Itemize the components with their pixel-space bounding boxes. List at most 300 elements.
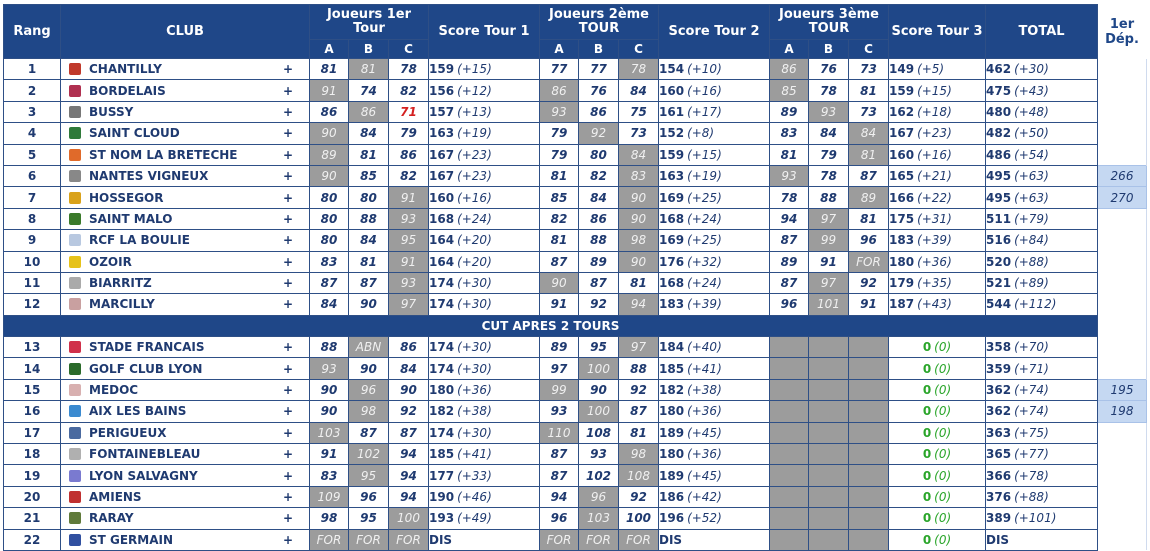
score-tour2 — [659, 379, 770, 400]
score-tour1 — [429, 272, 540, 293]
score-tour3-value: 183 — [889, 233, 915, 248]
total-delta: (+77) — [1014, 447, 1049, 462]
total-cell — [986, 101, 1098, 122]
score-tour3 — [889, 401, 986, 422]
score-tour2-value: 152 — [659, 126, 685, 141]
total-value: 462 — [986, 62, 1012, 77]
total-delta: (+48) — [1014, 104, 1049, 119]
total-delta: (+78) — [1014, 468, 1049, 483]
expand-plus-button[interactable]: + — [282, 490, 294, 504]
score-tour2-value: 186 — [659, 490, 685, 504]
total-cell — [986, 486, 1098, 507]
score-tour2-delta: (+32) — [687, 254, 722, 269]
total-value: 520 — [986, 254, 1012, 269]
score-tour1 — [429, 294, 540, 315]
player-score-t1-a: 87 — [310, 272, 349, 293]
club-logo-icon — [69, 384, 81, 396]
score-tour1-value: 164 — [429, 254, 455, 269]
player-score-t2-b: 108 — [579, 422, 619, 443]
score-tour1 — [429, 529, 540, 550]
table-row[interactable] — [4, 358, 1147, 379]
table-row[interactable] — [4, 80, 1147, 101]
first-departure-cell — [1098, 123, 1147, 144]
leaderboard-body — [4, 59, 1147, 551]
header-t1-b: B — [349, 40, 389, 59]
empty-player-cell — [809, 337, 849, 358]
player-score-t1-c: 94 — [389, 444, 429, 465]
player-score-t3-b: 97 — [809, 272, 849, 293]
player-score-t3-a: 85 — [770, 80, 809, 101]
score-tour1-delta: (+36) — [457, 383, 492, 398]
player-score-t3-a: 89 — [770, 251, 809, 272]
header-score-tour3: Score Tour 3 — [889, 5, 986, 59]
total-cell — [986, 251, 1098, 272]
total-delta: (+89) — [1014, 276, 1049, 291]
club-logo-icon — [69, 448, 81, 460]
rank-cell: 14 — [4, 358, 61, 379]
table-row[interactable] — [4, 208, 1147, 229]
score-tour3 — [889, 529, 986, 550]
player-score-t1-c: 78 — [389, 59, 429, 80]
player-score-t2-a: 77 — [540, 59, 579, 80]
rank-cell: 6 — [4, 165, 61, 186]
table-row[interactable] — [4, 294, 1147, 315]
expand-plus-button[interactable]: + — [282, 62, 294, 77]
empty-player-cell — [849, 529, 889, 550]
score-tour3-delta: (+16) — [917, 147, 952, 162]
rank-cell: 13 — [4, 337, 61, 358]
player-score-t2-b: 100 — [579, 401, 619, 422]
empty-player-cell — [849, 444, 889, 465]
score-tour1-delta: (+30) — [457, 297, 492, 312]
total-cell — [986, 294, 1098, 315]
player-score-t3-b: 84 — [809, 123, 849, 144]
header-t1-c: C — [389, 40, 429, 59]
player-score-t1-a: 90 — [310, 401, 349, 422]
total-value: 511 — [986, 211, 1012, 226]
club-name: BIARRITZ — [89, 276, 152, 291]
club-cell — [61, 508, 310, 529]
score-tour2-value: 160 — [659, 83, 685, 98]
expand-plus-button[interactable]: + — [282, 147, 294, 162]
expand-plus-button[interactable]: + — [282, 211, 294, 226]
table-row[interactable] — [4, 123, 1147, 144]
total-value: 495 — [986, 169, 1012, 184]
player-score-t2-a: 87 — [540, 251, 579, 272]
club-logo-icon — [69, 470, 81, 482]
score-tour3-delta: (+15) — [917, 83, 952, 98]
player-score-t2-a: 99 — [540, 379, 579, 400]
score-tour2-value: 196 — [659, 511, 685, 526]
player-score-t2-c: 88 — [619, 358, 659, 379]
score-tour3-value: 0 — [922, 468, 932, 483]
table-row[interactable] — [4, 187, 1147, 208]
player-score-t2-a: 93 — [540, 401, 579, 422]
table-row[interactable] — [4, 401, 1147, 422]
total-value: 480 — [986, 104, 1012, 119]
rank-cell: 17 — [4, 422, 61, 443]
score-tour2 — [659, 337, 770, 358]
score-tour1-value: 193 — [429, 511, 455, 526]
player-score-t2-a: 85 — [540, 187, 579, 208]
expand-plus-button[interactable]: + — [282, 276, 294, 291]
score-tour3-delta: (+5) — [917, 62, 945, 77]
score-tour2-value: 180 — [659, 404, 685, 419]
club-cell — [61, 358, 310, 379]
score-tour2-value: 154 — [659, 62, 685, 77]
player-score-t3-c: 96 — [849, 230, 889, 251]
player-score-t1-c: 86 — [389, 337, 429, 358]
player-score-t1-a: 109 — [310, 486, 349, 507]
score-tour1-value: 156 — [429, 83, 455, 98]
player-score-t1-a: 103 — [310, 422, 349, 443]
rank-cell: 8 — [4, 208, 61, 229]
player-score-t2-c: 90 — [619, 187, 659, 208]
table-row[interactable] — [4, 465, 1147, 486]
total-value: 363 — [986, 425, 1012, 440]
score-tour2 — [659, 80, 770, 101]
score-tour2-value: 189 — [659, 425, 685, 440]
score-tour1-delta: (+30) — [457, 276, 492, 291]
club-cell — [61, 401, 310, 422]
club-cell — [61, 294, 310, 315]
player-score-t2-a: 81 — [540, 165, 579, 186]
player-score-t2-a: 81 — [540, 230, 579, 251]
cut-label: CUT APRES 2 TOURS — [4, 315, 1098, 336]
player-score-t2-c: 84 — [619, 144, 659, 165]
player-score-t1-b: 74 — [349, 80, 389, 101]
expand-plus-button[interactable]: + — [282, 447, 294, 462]
total-cell — [986, 187, 1098, 208]
score-tour1-value: 174 — [429, 340, 455, 355]
club-logo-icon — [69, 234, 81, 246]
club-name: OZOIR — [89, 254, 132, 269]
player-score-t1-c: 100 — [389, 508, 429, 529]
player-score-t3-b: 101 — [809, 294, 849, 315]
player-score-t1-c: FOR — [389, 529, 429, 550]
expand-plus-button[interactable]: + — [282, 297, 294, 312]
score-tour1 — [429, 144, 540, 165]
rank-cell: 15 — [4, 379, 61, 400]
club-cell — [61, 379, 310, 400]
first-departure-cell — [1098, 230, 1147, 251]
table-row[interactable] — [4, 486, 1147, 507]
club-cell — [61, 337, 310, 358]
total-delta: (+88) — [1014, 254, 1049, 269]
table-row[interactable] — [4, 444, 1147, 465]
score-tour2-value: 159 — [659, 147, 685, 162]
score-tour3 — [889, 165, 986, 186]
player-score-t2-b: 103 — [579, 508, 619, 529]
total-delta: (+63) — [1014, 169, 1049, 184]
score-tour1-delta: (+19) — [457, 126, 492, 141]
player-score-t1-b: 86 — [349, 101, 389, 122]
table-row[interactable] — [4, 529, 1147, 550]
table-row[interactable] — [4, 422, 1147, 443]
player-score-t2-b: 82 — [579, 165, 619, 186]
expand-plus-button[interactable]: + — [282, 254, 294, 269]
player-score-t2-b: 92 — [579, 123, 619, 144]
score-tour1-value: 190 — [429, 490, 455, 504]
score-tour1 — [429, 251, 540, 272]
player-score-t2-a: 89 — [540, 337, 579, 358]
score-tour2-delta: (+17) — [687, 104, 722, 119]
score-tour1 — [429, 358, 540, 379]
player-score-t1-b: 90 — [349, 294, 389, 315]
player-score-t2-c: 83 — [619, 165, 659, 186]
total-value: DIS — [986, 532, 1010, 547]
player-score-t3-b: 99 — [809, 230, 849, 251]
player-score-t1-a: 88 — [310, 337, 349, 358]
player-score-t1-a: 93 — [310, 358, 349, 379]
score-tour2-delta: (+16) — [687, 83, 722, 98]
player-score-t1-c: 84 — [389, 358, 429, 379]
score-tour3 — [889, 230, 986, 251]
table-row[interactable] — [4, 508, 1147, 529]
expand-plus-button[interactable]: + — [282, 383, 294, 398]
header-total: TOTAL — [986, 5, 1098, 59]
player-score-t2-b: 90 — [579, 379, 619, 400]
first-departure-cell — [1098, 508, 1147, 529]
header-club: CLUB — [61, 5, 310, 59]
first-departure-cell — [1098, 272, 1147, 293]
empty-player-cell — [770, 465, 809, 486]
first-departure-cell: 266 — [1098, 165, 1147, 186]
empty-player-cell — [849, 358, 889, 379]
player-score-t3-a: 94 — [770, 208, 809, 229]
player-score-t3-c: 73 — [849, 101, 889, 122]
rank-cell: 21 — [4, 508, 61, 529]
rank-cell: 7 — [4, 187, 61, 208]
table-row[interactable] — [4, 144, 1147, 165]
player-score-t3-a: 83 — [770, 123, 809, 144]
total-delta: (+70) — [1014, 340, 1049, 355]
total-delta: (+84) — [1014, 233, 1049, 248]
header-t3-b: B — [809, 40, 849, 59]
club-name: PERIGUEUX — [89, 425, 167, 440]
expand-plus-button[interactable]: + — [282, 104, 294, 119]
club-logo-icon — [69, 149, 81, 161]
first-departure-cell — [1098, 294, 1147, 315]
player-score-t1-a: 83 — [310, 251, 349, 272]
score-tour3 — [889, 208, 986, 229]
score-tour1 — [429, 379, 540, 400]
player-score-t1-a: 89 — [310, 144, 349, 165]
expand-plus-button[interactable]: + — [282, 361, 294, 376]
score-tour3-delta: (0) — [934, 383, 952, 398]
club-cell — [61, 123, 310, 144]
player-score-t1-c: 93 — [389, 208, 429, 229]
player-score-t2-b: 86 — [579, 208, 619, 229]
player-score-t1-b: 88 — [349, 208, 389, 229]
score-tour3-delta: (0) — [934, 511, 952, 526]
player-score-t1-a: 98 — [310, 508, 349, 529]
score-tour2-delta: (+52) — [687, 511, 722, 526]
table-row[interactable] — [4, 101, 1147, 122]
club-cell — [61, 486, 310, 507]
table-row[interactable] — [4, 272, 1147, 293]
total-delta: (+43) — [1014, 83, 1049, 98]
total-delta: (+79) — [1014, 211, 1049, 226]
club-logo-icon — [69, 63, 81, 75]
total-delta: (+54) — [1014, 147, 1049, 162]
score-tour1 — [429, 337, 540, 358]
expand-plus-button[interactable]: + — [282, 425, 294, 440]
club-cell — [61, 444, 310, 465]
score-tour3 — [889, 251, 986, 272]
player-score-t3-c: 89 — [849, 187, 889, 208]
score-tour1 — [429, 59, 540, 80]
total-cell — [986, 422, 1098, 443]
table-row[interactable] — [4, 251, 1147, 272]
score-tour1-delta: (+20) — [457, 254, 492, 269]
empty-player-cell — [809, 529, 849, 550]
empty-player-cell — [770, 486, 809, 507]
club-logo-icon — [69, 491, 81, 503]
score-tour3-value: 0 — [922, 383, 932, 398]
player-score-t2-b: 92 — [579, 294, 619, 315]
score-tour2-value: 189 — [659, 468, 685, 483]
player-score-t2-c: 108 — [619, 465, 659, 486]
player-score-t1-a: 91 — [310, 444, 349, 465]
club-cell — [61, 529, 310, 550]
score-tour3-delta: (0) — [934, 340, 952, 355]
score-tour3-delta: (0) — [934, 425, 952, 440]
rank-cell: 11 — [4, 272, 61, 293]
score-tour1 — [429, 187, 540, 208]
score-tour1 — [429, 465, 540, 486]
score-tour3-value: 0 — [922, 361, 932, 376]
table-row[interactable] — [4, 337, 1147, 358]
club-logo-icon — [69, 277, 81, 289]
player-score-t1-c: 92 — [389, 401, 429, 422]
player-score-t1-a: FOR — [310, 529, 349, 550]
rank-cell: 5 — [4, 144, 61, 165]
total-value: 521 — [986, 276, 1012, 291]
expand-plus-button[interactable]: + — [282, 126, 294, 141]
player-score-t1-b: 96 — [349, 486, 389, 507]
total-value: 362 — [986, 404, 1012, 419]
club-logo-icon — [69, 192, 81, 204]
score-tour1-value: DIS — [429, 532, 453, 547]
score-tour2 — [659, 251, 770, 272]
score-tour2-delta: (+25) — [687, 190, 722, 205]
expand-plus-button[interactable]: + — [282, 340, 294, 355]
club-cell — [61, 59, 310, 80]
score-tour3 — [889, 144, 986, 165]
score-tour3 — [889, 101, 986, 122]
score-tour1-value: 174 — [429, 425, 455, 440]
expand-plus-button[interactable]: + — [282, 468, 294, 483]
score-tour3-value: 180 — [889, 254, 915, 269]
expand-plus-button[interactable]: + — [282, 233, 294, 248]
expand-plus-button[interactable]: + — [282, 83, 294, 98]
first-departure-cell — [1098, 444, 1147, 465]
rank-cell: 19 — [4, 465, 61, 486]
total-cell — [986, 529, 1098, 550]
player-score-t1-a: 91 — [310, 80, 349, 101]
score-tour1-delta: (+38) — [457, 404, 492, 419]
player-score-t3-c: 73 — [849, 59, 889, 80]
score-tour3-delta: (0) — [934, 361, 952, 376]
club-cell — [61, 165, 310, 186]
club-name: FONTAINEBLEAU — [89, 447, 201, 462]
player-score-t2-c: 75 — [619, 101, 659, 122]
empty-player-cell — [809, 422, 849, 443]
player-score-t2-a: 90 — [540, 272, 579, 293]
player-score-t3-b: 97 — [809, 208, 849, 229]
table-row[interactable] — [4, 59, 1147, 80]
club-name: NANTES VIGNEUX — [89, 169, 209, 184]
rank-cell: 3 — [4, 101, 61, 122]
score-tour1 — [429, 208, 540, 229]
score-tour2-delta: (+10) — [687, 62, 722, 77]
club-logo-icon — [69, 298, 81, 310]
total-cell — [986, 230, 1098, 251]
empty-player-cell — [770, 444, 809, 465]
score-tour2 — [659, 422, 770, 443]
score-tour3-delta: (+21) — [917, 169, 952, 184]
score-tour1-delta: (+46) — [457, 490, 492, 504]
player-score-t2-c: 98 — [619, 444, 659, 465]
player-score-t2-c: 92 — [619, 379, 659, 400]
score-tour3-value: 165 — [889, 169, 915, 184]
total-value: 389 — [986, 511, 1012, 526]
rank-cell: 10 — [4, 251, 61, 272]
score-tour2-delta: (+15) — [687, 147, 722, 162]
score-tour1-delta: (+33) — [457, 468, 492, 483]
player-score-t1-b: 80 — [349, 187, 389, 208]
table-row[interactable] — [4, 230, 1147, 251]
header-score-tour1: Score Tour 1 — [429, 5, 540, 59]
table-row[interactable] — [4, 379, 1147, 400]
score-tour2 — [659, 123, 770, 144]
first-departure-cell: 270 — [1098, 187, 1147, 208]
total-cell — [986, 379, 1098, 400]
score-tour1-delta: (+24) — [457, 211, 492, 226]
score-tour3-value: 162 — [889, 104, 915, 119]
player-score-t1-a: 83 — [310, 465, 349, 486]
first-departure-cell — [1098, 337, 1147, 358]
empty-player-cell — [849, 422, 889, 443]
score-tour2-value: 163 — [659, 169, 685, 184]
player-score-t2-a: 93 — [540, 101, 579, 122]
score-tour2-value: 161 — [659, 104, 685, 119]
club-logo-icon — [69, 256, 81, 268]
player-score-t3-b: 88 — [809, 187, 849, 208]
expand-plus-button[interactable]: + — [282, 511, 294, 526]
club-name: ST NOM LA BRETECHE — [89, 147, 238, 162]
club-logo-icon — [69, 363, 81, 375]
score-tour2-delta: (+39) — [687, 297, 722, 312]
score-tour2-delta: (+24) — [687, 211, 722, 226]
club-name: RCF LA BOULIE — [89, 233, 190, 248]
total-cell — [986, 465, 1098, 486]
expand-plus-button[interactable]: + — [282, 404, 294, 419]
expand-plus-button[interactable]: + — [282, 532, 294, 547]
table-row[interactable] — [4, 165, 1147, 186]
player-score-t1-b: 87 — [349, 422, 389, 443]
expand-plus-button[interactable]: + — [282, 190, 294, 205]
player-score-t3-c: 81 — [849, 144, 889, 165]
expand-plus-button[interactable]: + — [282, 169, 294, 184]
player-score-t3-b: 79 — [809, 144, 849, 165]
player-score-t1-b: 95 — [349, 508, 389, 529]
score-tour1-delta: (+30) — [457, 425, 492, 440]
score-tour3 — [889, 272, 986, 293]
score-tour3-value: 0 — [922, 425, 932, 440]
player-score-t1-b: 98 — [349, 401, 389, 422]
